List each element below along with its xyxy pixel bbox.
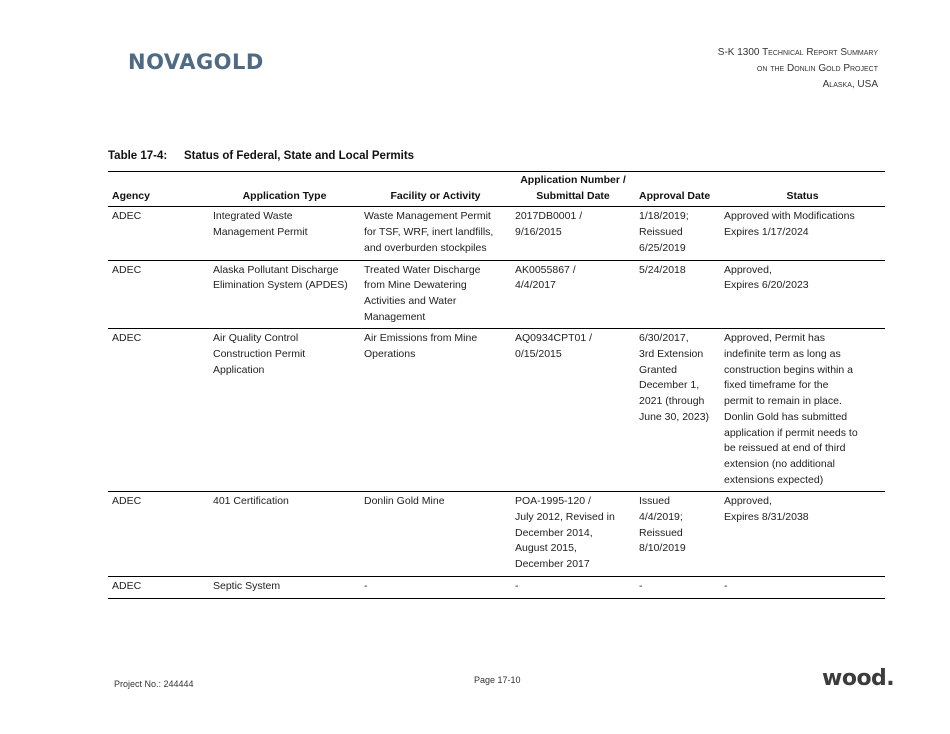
cell-facility: Waste Management Permit for TSF, WRF, inert landfills, and overburden stockpiles (364, 210, 494, 254)
col-header-status: Status (786, 189, 819, 202)
cell-application-type: Alaska Pollutant Discharge Elimination System (APDES) (213, 263, 348, 292)
cell-facility: Donlin Gold Mine (364, 495, 445, 508)
cell-application-number: AQ0934CPT01 / 0/15/2015 (515, 332, 593, 361)
report-project-line: on the Donlin Gold Project (756, 63, 878, 74)
cell-application-number: - (515, 579, 519, 592)
cell-agency: ADEC (112, 579, 142, 592)
cell-agency: ADEC (112, 210, 142, 223)
cell-status: Approved, Expires 6/20/2023 (724, 263, 809, 292)
col-header-application-type: Application Type (242, 189, 327, 202)
cell-facility: - (364, 579, 368, 592)
col-header-agency: Agency (112, 189, 150, 202)
table-row (108, 329, 885, 492)
table-row (108, 260, 885, 329)
cell-approval-date: 1/18/2019; Reissued 6/25/2019 (639, 210, 689, 254)
cell-status: Approved with Modifications Expires 1/17/2024 (724, 210, 855, 239)
cell-approval-date: Issued 4/4/2019; Reissued 8/10/2019 (639, 495, 686, 555)
table-number: Table 17-4: (108, 150, 168, 162)
cell-approval-date: - (639, 579, 643, 592)
cell-status: - (724, 579, 728, 592)
col-header-application-number: Application Number / Submittal Date (520, 174, 626, 202)
cell-approval-date: 6/30/2017, 3rd Extension Granted December 1, 2021 (through June 30, 2023) (639, 332, 710, 423)
cell-application-type: 401 Certification (213, 495, 289, 508)
cell-status: Approved, Permit has indefinite term as long as construction begins within a fixed timeframe for the permit to remain in place. Donlin Gold has submitted application if permit needs to be reissued at end of third extension (no additional extensions expected) (724, 332, 858, 486)
report-title-line: S-K 1300 Technical Report Summary (717, 47, 878, 58)
cell-application-number: AK0055867 / 4/4/2017 (515, 263, 576, 292)
cell-application-type: Air Quality Control Construction Permit Application (213, 332, 306, 376)
cell-approval-date: 5/24/2018 (639, 263, 686, 276)
cell-status: Approved, Expires 8/31/2038 (724, 495, 809, 524)
cell-application-type: Integrated Waste Management Permit (213, 210, 308, 239)
table-row (108, 576, 885, 598)
table-title: Status of Federal, State and Local Permits (184, 150, 415, 162)
cell-agency: ADEC (112, 332, 142, 345)
project-number: Project No.: 244444 (114, 679, 194, 689)
report-header (718, 45, 878, 93)
table-row (108, 207, 885, 260)
wood-logo: wood. (822, 666, 895, 691)
report-location-line: Alaska, USA (822, 79, 878, 90)
table-header-row (108, 172, 885, 207)
cell-facility: Air Emissions from Mine Operations (364, 332, 478, 361)
cell-application-number: 2017DB0001 / 9/16/2015 (515, 210, 583, 239)
cell-agency: ADEC (112, 263, 142, 276)
cell-application-number: POA-1995-120 / July 2012, Revised in December 2014, August 2015, December 2017 (515, 495, 615, 571)
col-header-facility: Facility or Activity (390, 189, 481, 202)
cell-facility: Treated Water Discharge from Mine Dewatering Activities and Water Management (364, 263, 481, 323)
cell-application-type: Septic System (213, 579, 281, 592)
col-header-approval-date: Approval Date (639, 189, 711, 202)
novagold-logo: NOVAGOLD (128, 50, 264, 74)
table-row (108, 492, 885, 577)
page-number: Page 17-10 (474, 675, 521, 685)
cell-agency: ADEC (112, 495, 142, 508)
table-caption (108, 150, 414, 162)
permits-table (108, 171, 885, 599)
